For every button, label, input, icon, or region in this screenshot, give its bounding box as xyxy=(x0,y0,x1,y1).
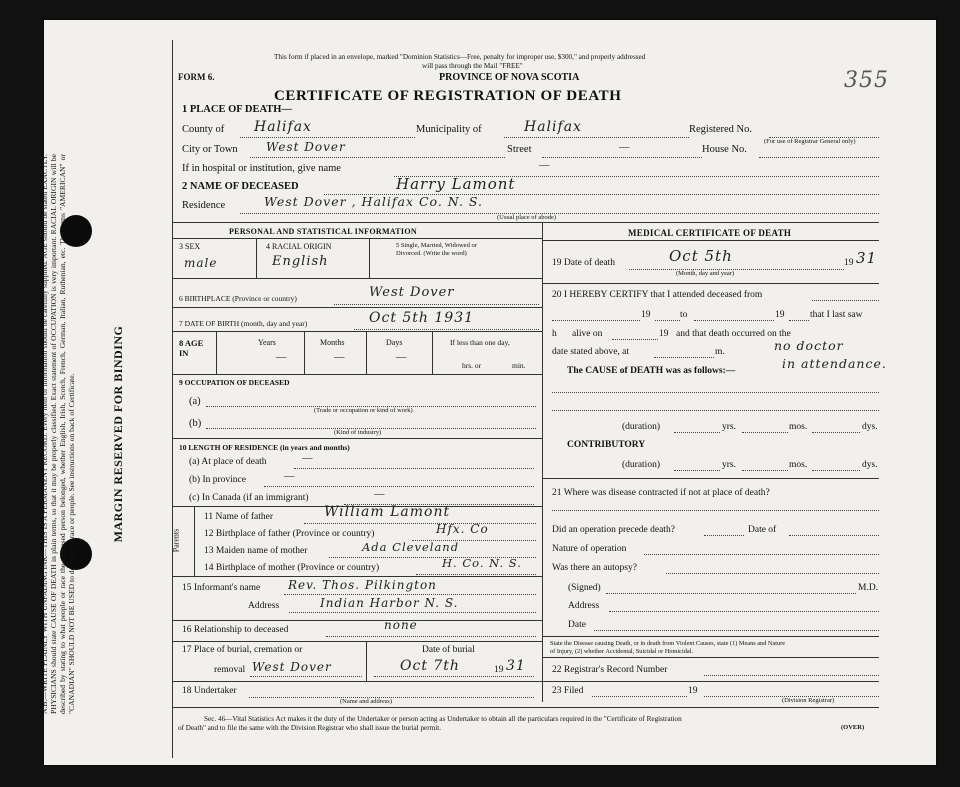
hospital-label: If in hospital or institution, give name xyxy=(182,163,341,174)
nature-label: Nature of operation xyxy=(552,544,627,554)
deceased-name: Harry Lamont xyxy=(396,175,516,193)
address-label: Address xyxy=(248,601,280,611)
street-value: — xyxy=(619,142,630,153)
parents-label: Parents xyxy=(171,528,181,553)
margin-reserved-label: MARGIN RESERVED FOR BINDING xyxy=(111,325,125,543)
undertaker-note: (Name and address) xyxy=(340,698,392,705)
municipality-label: Municipality of xyxy=(416,124,482,135)
residence-length-heading: 10 LENGTH OF RESIDENCE (in years and months) xyxy=(179,443,350,452)
dys-label-2: dys. xyxy=(862,460,878,470)
mother-value: Ada Cleveland xyxy=(362,540,460,554)
age-years-label: Years xyxy=(258,338,276,347)
duration-label-2: (duration) xyxy=(622,460,660,470)
form-left-border xyxy=(172,40,173,758)
res-b-value: — xyxy=(284,471,295,482)
residence-note: (Usual place of abode) xyxy=(497,214,557,221)
mail-notice-2: will pass through the Mail "FREE" xyxy=(422,62,523,70)
municipality-value: Halifax xyxy=(524,119,582,135)
age-years-value: — xyxy=(276,352,287,363)
birthplace-label: 6 BIRTHPLACE (Province or country) xyxy=(179,294,297,303)
marital-label: 5 Single, Married, Widowed or xyxy=(396,242,477,249)
sex-value: male xyxy=(184,256,218,270)
informant-value: Rev. Thos. Pilkington xyxy=(288,578,437,592)
margin-instructions xyxy=(40,154,128,714)
q21-label: 21 Where was disease contracted if not at place of death? xyxy=(552,488,770,498)
certify-19b: 19 xyxy=(775,310,785,320)
father-birthplace-label: 12 Birthplace of father (Province or country) xyxy=(204,529,375,539)
occupation-b-note: (Kind of industry) xyxy=(334,429,382,436)
relationship-value: none xyxy=(384,618,418,632)
removal-value: West Dover xyxy=(252,660,332,674)
res-a-value: — xyxy=(302,453,313,464)
death-date-note: (Month, day and year) xyxy=(676,270,735,277)
relationship-label: 16 Relationship to deceased xyxy=(182,625,289,635)
res-b-label: (b) In province xyxy=(189,475,246,485)
certify-last-saw: that I last saw xyxy=(810,310,863,320)
signed-label: (Signed) xyxy=(568,583,601,593)
contributory-label: CONTRIBUTORY xyxy=(567,440,646,450)
father-value: William Lamont xyxy=(324,504,451,520)
certify-alive-on: alive on xyxy=(572,329,603,339)
handwritten-number: 355 xyxy=(844,68,889,93)
street-label: Street xyxy=(507,144,532,155)
racial-value: English xyxy=(272,254,329,269)
dys-label-1: dys. xyxy=(862,422,878,432)
footer-line-1: Sec. 46—Vital Statistics Act makes it the duty of the Undertaker or person acting as Undertaker to obtain all the particulars required in the "Certificate of Registration xyxy=(204,715,682,723)
removal-label: removal xyxy=(214,665,246,675)
column-divider xyxy=(542,222,543,702)
filed-year-prefix: 19 xyxy=(688,686,698,696)
certify-date-stated: date stated above, at xyxy=(552,347,630,357)
physician-date-label: Date xyxy=(568,620,586,630)
mother-birthplace-label: 14 Birthplace of mother (Province or country) xyxy=(204,563,380,573)
cause-value-2: in attendance. xyxy=(782,356,887,371)
certify-19a: 19 xyxy=(641,310,651,320)
violent-note-2: of Injury, (2) whether Accidental, Suicidal or Homicidal. xyxy=(550,648,693,655)
death-certificate-page xyxy=(40,20,936,765)
age-days-value: — xyxy=(396,352,407,363)
margin-instructions-text: N.B.—WRITE PLAINLY WITH UNFADING INK—THIS IS A PERMANENT RECORD. Every item of information should be carefully supplied. AGE should be stated EXACTLY. PHYSICIANS should state CAUSE OF DEATH in plain terms, so that it may be properly classified. Exact statement of OCCUPATION is very important. RACIAL ORIGIN will be described by stating to what people or race the deceased person belonged, whether English, Irish, Scotch, French, German, Italian, Ruthenian, etc. The terms "AMERICAN" or "CANADIAN" SHOULD NOT BE USED to designate a race or people. See instructions on back of Certificate. xyxy=(40,154,76,714)
yrs-label-1: yrs. xyxy=(722,422,736,432)
sex-label: 3 SEX xyxy=(179,242,201,251)
res-c-label: (c) In Canada (if an immigrant) xyxy=(189,493,309,503)
personal-heading: PERSONAL AND STATISTICAL INFORMATION xyxy=(229,227,417,236)
certify-19c: 19 xyxy=(659,329,669,339)
informant-label: 15 Informant's name xyxy=(182,583,261,593)
cause-label: The CAUSE of DEATH was as follows:— xyxy=(567,366,736,376)
mos-label-2: mos. xyxy=(789,460,808,470)
footer-line-2: of Death" and to file the same with the Division Registrar who shall issue the burial permit. xyxy=(178,724,442,732)
house-label: House No. xyxy=(702,144,747,155)
dob-label: 7 DATE OF BIRTH (month, day and year) xyxy=(179,319,308,328)
death-year: 31 xyxy=(856,249,878,267)
city-label: City or Town xyxy=(182,144,238,155)
violent-note-1: State the Disease causing Death, or in death from Violent Causes, state (1) Means and Nature xyxy=(550,640,786,647)
yrs-label-2: yrs. xyxy=(722,460,736,470)
physician-address-label: Address xyxy=(568,601,600,611)
county-value: Halifax xyxy=(254,119,312,135)
age-hrs-label: hrs. or xyxy=(462,361,482,370)
death-year-prefix: 19 xyxy=(844,258,854,268)
burial-label: 17 Place of burial, cremation or xyxy=(182,645,303,655)
age-less-label: If less than one day, xyxy=(450,338,510,347)
burial-year-prefix: 19 xyxy=(494,665,504,675)
age-min-label: min. xyxy=(512,361,526,370)
county-label: County of xyxy=(182,124,225,135)
form-number: FORM 6. xyxy=(178,72,215,82)
certify-h: h xyxy=(552,329,557,339)
marital-label-2: Divorced. (Write the word) xyxy=(396,250,467,257)
res-c-value: — xyxy=(374,489,385,500)
record-number-label: 22 Registrar's Record Number xyxy=(552,665,668,675)
burial-date-label: Date of burial xyxy=(422,645,475,655)
province-heading: PROVINCE OF NOVA SCOTIA xyxy=(439,72,580,83)
occupation-b-label: (b) xyxy=(189,418,202,429)
birthplace-value: West Dover xyxy=(369,285,455,300)
division-registrar-note: (Division Registrar) xyxy=(782,697,835,704)
father-label: 11 Name of father xyxy=(204,512,274,522)
medical-heading: MEDICAL CERTIFICATE OF DEATH xyxy=(628,228,792,238)
certify-line-1: 20 I HEREBY CERTIFY that I attended deceased from xyxy=(552,290,763,300)
autopsy-label: Was there an autopsy? xyxy=(552,563,637,573)
mail-notice: This form if placed in an envelope, marked "Dominion Statistics—Free, penalty for improper use, $300," and properly addressed xyxy=(274,53,646,61)
occupation-a-note: (Trade or occupation or kind of work) xyxy=(314,407,413,414)
age-label: 8 AGE IN xyxy=(179,338,204,358)
place-of-death-heading: 1 PLACE OF DEATH— xyxy=(182,104,292,115)
cause-value-1: no doctor xyxy=(774,338,844,353)
md-label: M.D. xyxy=(858,583,879,593)
father-birthplace-value: Hfx. Co xyxy=(436,522,489,536)
city-value: West Dover xyxy=(266,140,346,154)
res-a-label: (a) At place of death xyxy=(189,457,267,467)
age-months-label: Months xyxy=(320,338,345,347)
informant-address: Indian Harbor N. S. xyxy=(320,596,459,610)
undertaker-label: 18 Undertaker xyxy=(182,686,237,696)
over-label: (OVER) xyxy=(841,724,865,731)
age-months-value: — xyxy=(334,352,345,363)
duration-label-1: (duration) xyxy=(622,422,660,432)
burial-date-value: Oct 7th xyxy=(400,658,460,674)
operation-date-label: Date of xyxy=(748,525,777,535)
certify-to: to xyxy=(680,310,688,320)
dob-value: Oct 5th 1931 xyxy=(369,310,475,326)
occupation-a-label: (a) xyxy=(189,396,201,407)
registered-note: (For use of Registrar General only) xyxy=(764,138,856,145)
operation-label: Did an operation precede death? xyxy=(552,525,675,535)
age-days-label: Days xyxy=(386,338,403,347)
burial-year: 31 xyxy=(506,658,526,674)
racial-label: 4 RACIAL ORIGIN xyxy=(266,242,332,251)
certify-death-occurred: and that death occurred on the xyxy=(676,329,791,339)
hospital-value: — xyxy=(539,160,550,171)
mother-birthplace-value: H. Co. N. S. xyxy=(442,556,522,570)
registered-label: Registered No. xyxy=(689,124,752,135)
residence-value: West Dover , Halifax Co. N. S. xyxy=(264,194,483,209)
occupation-heading: 9 OCCUPATION OF DECEASED xyxy=(179,378,290,387)
mother-label: 13 Maiden name of mother xyxy=(204,546,308,556)
certificate-title: CERTIFICATE OF REGISTRATION OF DEATH xyxy=(274,88,622,104)
death-date-label: 19 Date of death xyxy=(552,258,616,268)
name-label: 2 NAME OF DECEASED xyxy=(182,181,299,192)
certify-m: m. xyxy=(715,347,725,357)
death-date-value: Oct 5th xyxy=(669,247,733,265)
filed-label: 23 Filed xyxy=(552,686,584,696)
residence-label: Residence xyxy=(182,200,226,211)
mos-label-1: mos. xyxy=(789,422,808,432)
